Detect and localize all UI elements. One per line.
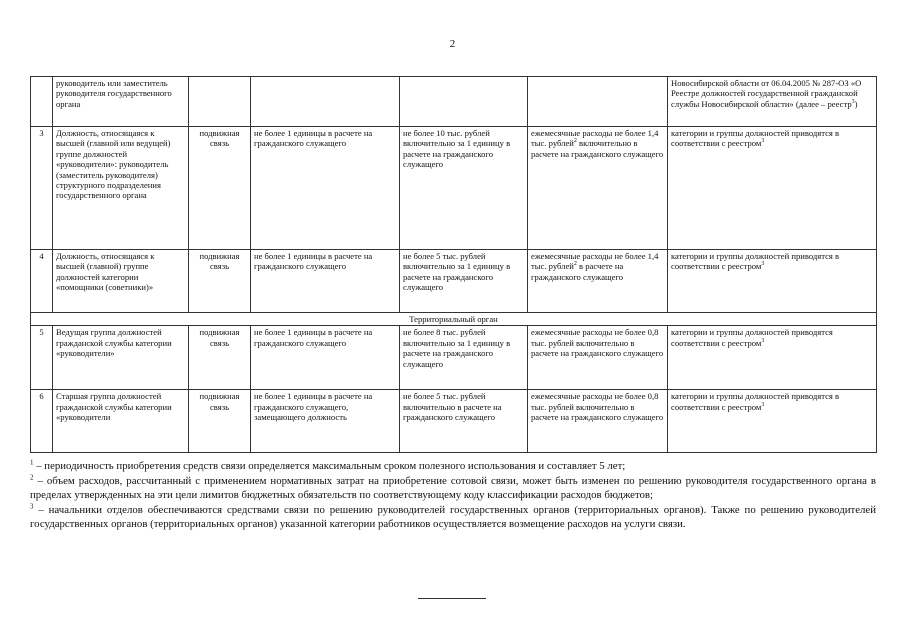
- footnote: [30, 474, 876, 502]
- position-cell: Ведущая группа должностей гражданской службы категории «руководители»: [53, 326, 189, 390]
- type-cell: подвижная связь: [189, 127, 251, 250]
- type-cell: [189, 77, 251, 127]
- price-cell: не более 10 тыс. рублей включительно за 1 единицу в расчете на гражданского служащего: [400, 127, 528, 250]
- price-cell: не более 5 тыс. рублей включительно в расчете на гражданского служащего: [400, 390, 528, 453]
- type-cell: подвижная связь: [189, 390, 251, 453]
- expenses-cell: ежемесячные расходы не более 1,4 тыс. рублей$^2$ в расчете на гражданского служащего: [528, 250, 668, 313]
- row-number: 6: [31, 390, 53, 453]
- row-number: 5: [31, 326, 53, 390]
- table-row: [31, 390, 877, 453]
- expenses-cell: ежемесячные расходы не более 0,8 тыс. рублей включительно в расчете на гражданского служащего: [528, 390, 668, 453]
- expenses-cell: ежемесячные расходы не более 1,4 тыс. рублей$^2$ включительно в расчете на гражданского служащего: [528, 127, 668, 250]
- page-number: 2: [449, 38, 456, 50]
- footnote-text: – начальники отделов обеспечиваются средствами связи по решению руководителей государственных органов (территориальных органов). Также по решению руководителей государственных органов (территориальных органов) указанной категории работников осуществляется возмещение расходов на услуги связи.: [30, 504, 876, 530]
- table-row: [31, 250, 877, 313]
- footnote: [30, 503, 876, 531]
- expenses-cell: ежемесячные расходы не более 0,8 тыс. рублей включительно в расчете на гражданского служащего: [528, 326, 668, 390]
- note-cell: Новосибирской области от 06.04.2005 № 287-ОЗ «О Реестре должностей государственной гражданской службы Новосибирской области» (далее – реестр$^3$): [668, 77, 877, 127]
- note-cell: категории и группы должностей приводятся в соответствии с реестром$^3$: [668, 127, 877, 250]
- row-number: 3: [31, 127, 53, 250]
- footnote-text: – объем расходов, рассчитанный с применением нормативных затрат на приобретение сотовой связи, может быть изменен по решению руководителя государственного органа в пределах утвержденных на эти цели лимитов бюджетных обязательств по соответствующему коду классификации расходов бюджетов;: [30, 475, 876, 501]
- footnote-mark: 1: [30, 458, 34, 467]
- price-cell: не более 8 тыс. рублей включительно за 1 единицу в расчете на гражданского служащего: [400, 326, 528, 390]
- footnote-mark: 3: [30, 502, 34, 511]
- table-row: [31, 326, 877, 390]
- row-number: [31, 77, 53, 127]
- type-cell: подвижная связь: [189, 250, 251, 313]
- table-row: [31, 77, 877, 127]
- section-label: Территориальный орган: [31, 313, 877, 326]
- section-row: [31, 313, 877, 326]
- note-cell: категории и группы должностей приводятся в соответствии с реестром$^3$: [668, 390, 877, 453]
- position-cell: Должность, относящаяся к высшей (главной или ведущей) группе должностей «руководители»: руководитель (заместитель руководителя) структурного подразделения государственного органа: [53, 127, 189, 250]
- row-number: 4: [31, 250, 53, 313]
- position-cell: Старшая группа должностей гражданской службы категории «руководители: [53, 390, 189, 453]
- quantity-cell: не более 1 единицы в расчете на гражданского служащего: [251, 127, 400, 250]
- footnote-text: – периодичность приобретения средств связи определяется максимальным сроком полезного использования и составляет 5 лет;: [33, 460, 626, 472]
- position-cell: руководитель или заместитель руководителя государственного органа: [53, 77, 189, 127]
- price-cell: [400, 77, 528, 127]
- note-cell: категории и группы должностей приводятся в соответствии с реестром$^3$: [668, 250, 877, 313]
- type-cell: подвижная связь: [189, 326, 251, 390]
- price-cell: не более 5 тыс. рублей включительно за 1 единицу в расчете на гражданского служащего: [400, 250, 528, 313]
- norms-table: [30, 76, 877, 453]
- quantity-cell: не более 1 единицы в расчете на гражданского служащего, замещающего должность: [251, 390, 400, 453]
- bottom-rule: [418, 598, 486, 599]
- expenses-cell: [528, 77, 668, 127]
- footnote: [30, 459, 876, 473]
- footnote-mark: 2: [30, 473, 34, 482]
- position-cell: Должность, относящаяся к высшей (главной) группе должностей категории «помощники (советники)»: [53, 250, 189, 313]
- quantity-cell: не более 1 единицы в расчете на гражданского служащего: [251, 326, 400, 390]
- footnotes: [30, 459, 876, 532]
- table-row: [31, 127, 877, 250]
- quantity-cell: [251, 77, 400, 127]
- quantity-cell: не более 1 единицы в расчете на гражданского служащего: [251, 250, 400, 313]
- note-cell: категории и группы должностей приводятся соответствии с реестром$^3$: [668, 326, 877, 390]
